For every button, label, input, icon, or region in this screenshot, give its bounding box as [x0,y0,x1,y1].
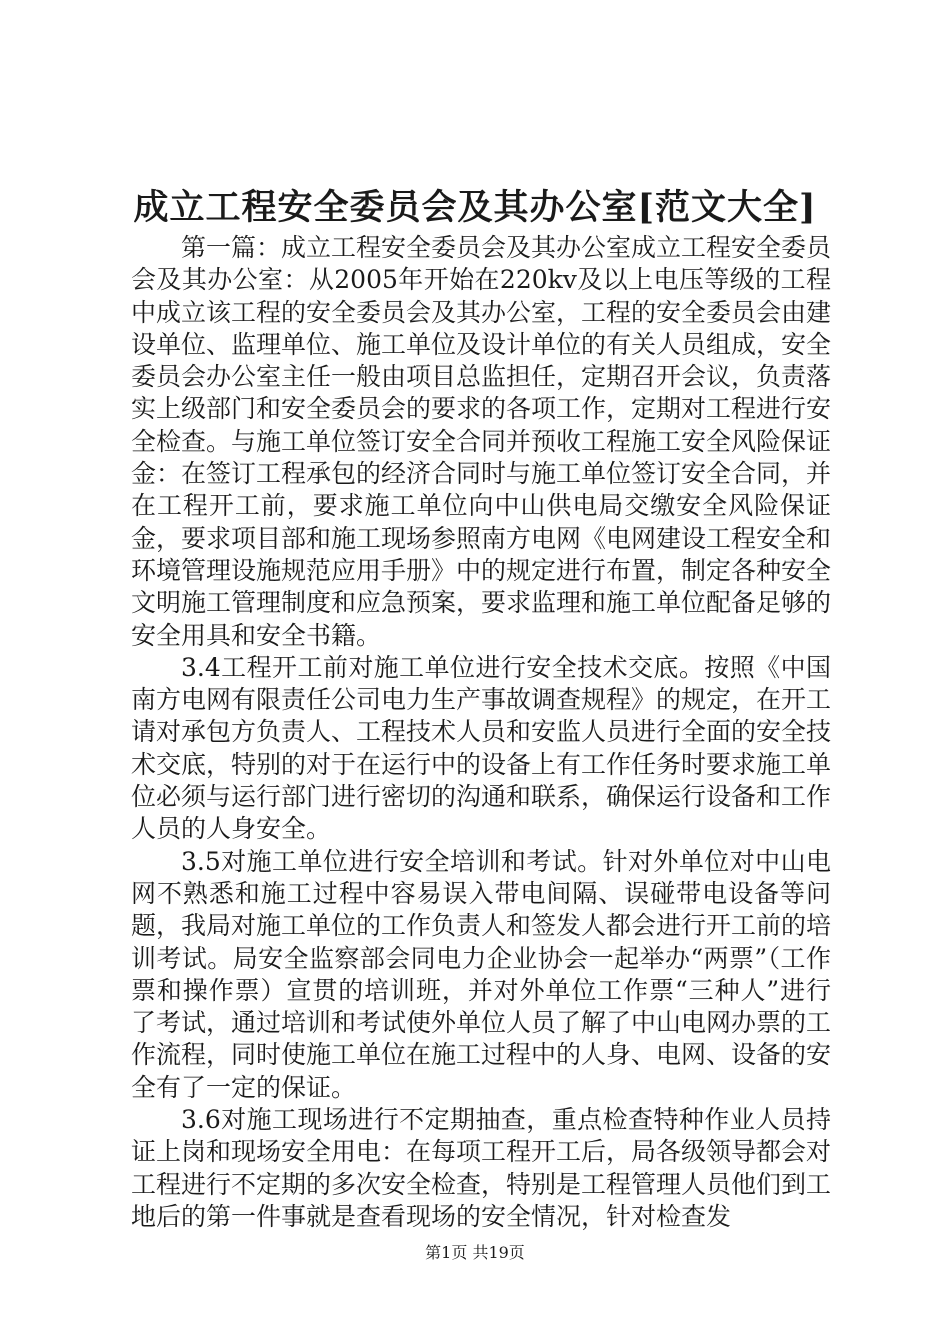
page-number-footer: 第1页 共19页 [425,1243,525,1262]
paragraph-3: 3.5对施工单位进行安全培训和考试。针对外单位对中山电网不熟悉和施工过程中容易误入带电间隔、误碰带电设备等问题，我局对施工单位的工作负责人和签发人都会进行开工前的培训考试。局安全监察部会同电力企业协会一起举办“两票”（工作票和操作票）宣贯的培训班，并对外单位工作票“三种人”进行了考试，通过培训和考试使外单位人员了解了中山电网办票的工作流程，同时使施工单位在施工过程中的人身、电网、设备的安全有了一定的保证。 [131,846,832,1102]
paragraph-2: 3.4工程开工前对施工单位进行安全技术交底。按照《中国南方电网有限责任公司电力生产事故调查规程》的规定，在开工请对承包方负责人、工程技术人员和安监人员进行全面的安全技术交底，特别的对于在运行中的设备上有工作任务时要求施工单位必须与运行部门进行密切的沟通和联系，确保运行设备和工作人员的人身安全。 [131,652,832,844]
document-body [131,232,831,1233]
paragraph-4: 3.6对施工现场进行不定期抽查，重点检查特种作业人员持证上岗和现场安全用电：在每项工程开工后，局各级领导都会对工程进行不定期的多次安全检查，特别是工程管理人员他们到工地后的第一件事就是查看现场的安全情况，针对检查发 [131,1105,832,1231]
document-title: 成立工程安全委员会及其办公室[范文大全] [133,187,817,228]
paragraph-1: 第一篇：成立工程安全委员会及其办公室成立工程安全委员会及其办公室：从2005年开始在220kv及以上电压等级的工程中成立该工程的安全委员会及其办公室，工程的安全委员会由建设单位、监理单位、施工单位及设计单位的有关人员组成，安全委员会办公室主任一般由项目总监担任，定期召开会议，负责落实上级部门和安全委员会的要求的各项工作，定期对工程进行安全检查。与施工单位签订安全合同并预收工程施工安全风险保证金：在签订工程承包的经济合同时与施工单位签订安全合同，并在工程开工前，要求施工单位向中山供电局交缴安全风险保证金，要求项目部和施工现场参照南方电网《电网建设工程安全和环境管理设施规范应用手册》中的规定进行布置，制定各种安全文明施工管理制度和应急预案，要求监理和施工单位配备足够的安全用具和安全书籍。 [131,233,832,650]
